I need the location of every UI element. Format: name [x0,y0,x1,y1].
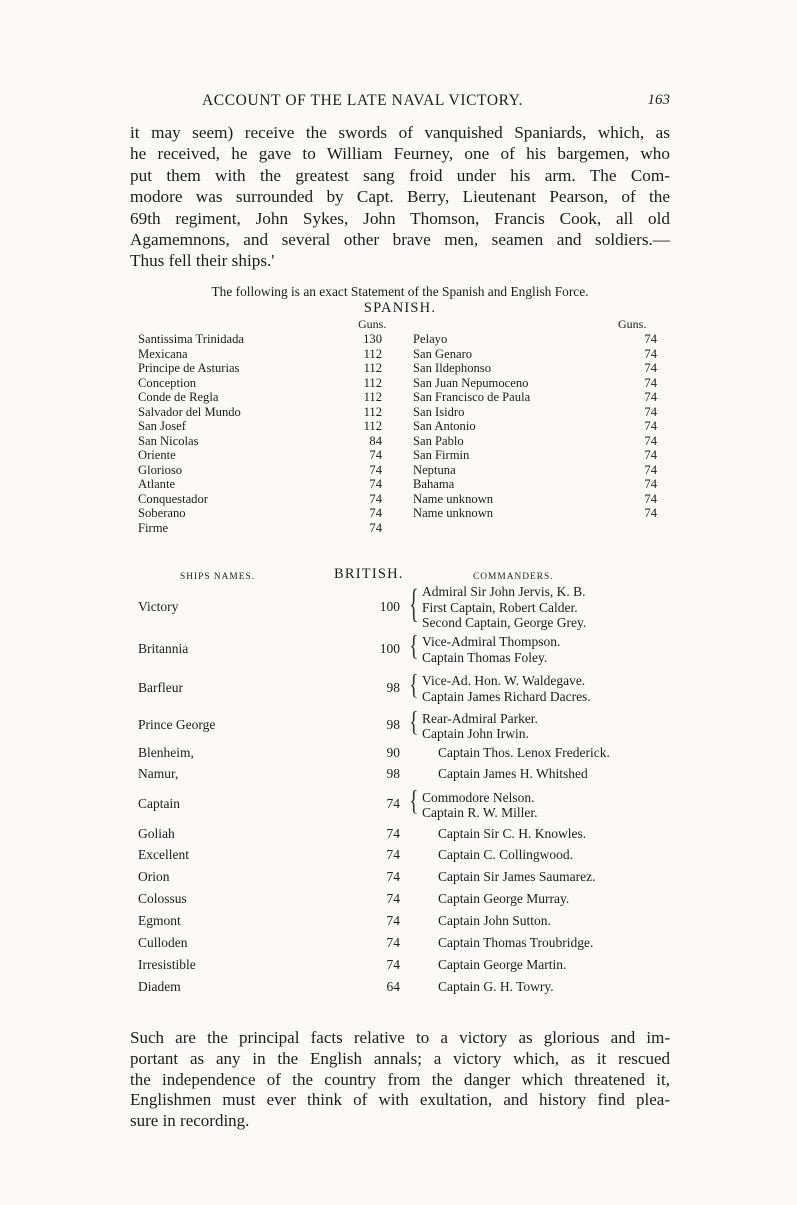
closing-line: Englishmen must ever think of with exultation, and history find plea- [130,1090,670,1110]
ship-name: Name unknown [413,506,494,520]
spanish-ship-row [138,492,382,507]
british-ship-row [138,582,678,631]
ship-guns: 98 [386,679,400,695]
spanish-ship-row [413,492,657,507]
intro-line: it may seem) receive the swords of vanquished Spaniards, which, as [130,123,670,142]
commander-name: Captain Thomas Foley. [422,649,548,665]
ship-name: Conde de Regla [138,390,219,404]
ship-name: Excellent [138,847,189,862]
spanish-ship-row [413,448,657,463]
ship-name: Prince George [138,717,216,732]
ship-guns: 74 [644,491,657,506]
commander-name: Vice-Admiral Thompson. [422,634,561,649]
ship-guns: 74 [644,404,657,419]
spanish-ship-row [138,376,382,391]
commander-name: Captain John Sutton. [438,913,551,928]
british-ship-row [138,955,678,977]
british-ship-row [138,845,678,867]
spanish-ship-row [138,332,382,347]
intro-line: Thus fell their ships.' [130,251,275,271]
spanish-ship-row [413,332,657,347]
ship-name: Firme [138,520,169,535]
ship-guns: 74 [644,477,657,491]
ship-guns: 74 [386,825,400,841]
ship-name: San Genaro [413,346,473,361]
ship-name: Santissima Trinidada [138,332,245,346]
intro-line: he received, he gave to William Feurney, one of his bargemen, who [130,144,670,164]
spanish-ship-row [138,448,382,463]
british-ship-row [138,708,678,744]
ship-name: Barfleur [138,679,183,695]
ship-guns: 74 [369,491,382,506]
ship-guns: 84 [369,433,382,448]
ship-guns: 74 [644,375,657,390]
ship-name: Pelayo [413,332,448,346]
ship-guns: 74 [644,448,657,462]
commander-name: Admiral Sir John Jervis, K. B. [422,584,586,600]
intro-line: 69th regiment, John Sykes, John Thomson, Francis Cook, all old [130,208,670,228]
brace-mark: { [409,582,419,626]
ship-name: Neptuna [413,462,456,477]
commander-name: Vice-Ad. Hon. W. Waldegave. [422,673,586,688]
spanish-ship-row [413,477,657,492]
ship-name: Conception [138,375,197,390]
spanish-ship-row [138,506,382,521]
closing-line: the independence of the country from the danger which threatened it, [130,1069,670,1089]
ship-name: Name unknown [413,491,494,506]
spanish-list-right [413,332,657,521]
ship-guns: 74 [644,419,657,433]
ship-name: Salvador del Mundo [138,404,241,419]
commander-name: Captain R. W. Miller. [422,805,538,820]
spanish-ship-row [413,463,657,478]
ship-guns: 74 [644,346,657,361]
ship-name: San Firmin [413,448,470,462]
commanders-group [422,790,538,821]
ship-name: San Isidro [413,404,465,419]
ship-guns: 64 [386,979,400,994]
ship-guns: 112 [363,361,382,375]
commander-name: Captain James Richard Dacres. [422,688,591,704]
spanish-ship-row [138,405,382,420]
commander-name: Captain George Martin. [438,957,567,972]
ship-guns: 112 [363,419,382,433]
spanish-ship-row [138,477,382,492]
ship-name: Orion [138,869,170,884]
ship-guns: 98 [386,717,400,732]
ship-guns: 130 [363,332,382,346]
ship-guns: 74 [386,796,400,811]
spanish-ship-row [413,419,657,434]
ship-name: San Josef [138,419,186,433]
commanders-label: COMMANDERS. [473,572,554,582]
commander-name: Commodore Nelson. [422,789,535,805]
intro-line: Agamemnons, and several other brave men, seamen and soldiers.— [130,230,670,250]
ship-name: Bahama [413,477,455,491]
spanish-ship-row [138,521,382,536]
ship-name: Soberano [138,506,186,520]
spanish-ship-row [138,347,382,362]
ship-name: Diadem [138,979,181,994]
ship-guns: 74 [369,477,382,491]
ship-guns: 74 [644,390,657,404]
british-ship-row [138,630,678,669]
ship-guns: 74 [386,913,400,928]
ship-name: Victory [138,598,179,614]
closing-line: Such are the principal facts relative to a victory as glorious and im- [130,1028,670,1047]
british-ship-row [138,824,678,845]
commanders-group [422,673,591,704]
ship-guns: 112 [363,404,382,419]
ship-name: San Nicolas [138,433,199,448]
commanders-group [422,584,586,631]
ship-guns: 74 [386,957,400,972]
british-ship-row [138,867,678,889]
british-ship-row [138,786,678,824]
page-number: 163 [647,92,670,108]
ship-guns: 74 [386,869,400,884]
ship-guns: 74 [369,520,382,535]
page-header [130,92,670,116]
intro-paragraph [130,122,670,272]
ship-guns: 74 [644,506,657,520]
ship-guns: 74 [369,448,382,462]
ship-name: Egmont [138,913,181,928]
ship-guns: 74 [386,847,400,862]
ship-name: San Pablo [413,433,464,448]
spanish-ship-row [138,361,382,376]
ship-guns: 112 [363,375,382,390]
closing-line: portant as any in the English annals; a victory which, as it rescued [130,1048,670,1068]
closing-paragraph [130,1028,670,1132]
spanish-ship-row [413,390,657,405]
ship-name: San Ildephonso [413,361,492,375]
ship-name: San Antonio [413,419,476,433]
ship-guns: 74 [644,433,657,448]
closing-line: sure in recording. [130,1111,250,1131]
ship-name: Colossus [138,891,187,906]
british-ship-row [138,911,678,933]
spanish-ship-row [413,361,657,376]
spanish-ship-row [413,347,657,362]
commander-name: Captain Sir C. H. Knowles. [438,825,587,841]
commander-name: Captain Thos. Lenox Frederick. [438,745,610,760]
ship-name: Glorioso [138,462,183,477]
spanish-ship-row [138,390,382,405]
ship-guns: 98 [386,766,400,781]
ship-name: San Francisco de Paula [413,390,531,404]
spanish-ship-row [138,419,382,434]
commander-name: Second Captain, George Grey. [422,615,587,631]
british-ship-row [138,977,678,999]
commander-name: Captain G. H. Towry. [438,979,554,994]
ships-names-label: SHIPS NAMES. [180,572,256,582]
statement-caption: The following is an exact Statement of the Spanish and English Force. [211,284,589,299]
ship-guns: 74 [386,935,400,950]
ship-guns: 100 [379,598,400,614]
british-ship-row [138,889,678,911]
british-ship-row [138,933,678,955]
spanish-ship-row [413,434,657,449]
ship-guns: 74 [644,332,657,346]
brace-mark: { [409,707,419,739]
ship-name: Captain [138,796,180,811]
ship-name: Irresistible [138,957,196,972]
brace-mark: { [409,630,419,662]
spanish-heading: SPANISH. [363,300,437,316]
ship-guns: 74 [369,462,382,477]
ship-name: Principe de Asturias [138,361,240,375]
ship-guns: 74 [369,506,382,520]
ship-name: Atlante [138,477,176,491]
intro-line: put them with the greatest sang froid under his arm. The Com- [130,165,670,185]
ship-name: Culloden [138,935,188,950]
ship-guns: 74 [644,462,657,477]
ship-guns: 74 [386,891,400,906]
ship-name: San Juan Nepumoceno [413,375,529,390]
british-ship-row [138,669,678,708]
ship-guns: 74 [644,361,657,375]
commander-name: Captain George Murray. [438,891,570,906]
ship-guns: 112 [363,346,382,361]
ship-guns: 90 [386,745,400,760]
commanders-group [422,634,560,665]
spanish-ship-row [138,434,382,449]
guns-label-right: Guns. [618,317,647,331]
running-title: ACCOUNT OF THE LATE NAVAL VICTORY. [202,92,523,109]
spanish-ship-row [413,405,657,420]
ship-guns: 100 [379,640,400,656]
ship-name: Goliah [138,825,175,841]
commander-name: Captain Sir James Saumarez. [438,869,596,884]
ship-guns: 112 [363,390,382,404]
ship-name: Mexicana [138,346,188,361]
commander-name: Rear-Admiral Parker. [422,710,538,726]
spanish-list-left [138,332,382,535]
commander-name: Captain C. Collingwood. [438,847,573,862]
british-heading: BRITISH. [334,566,404,582]
commander-name: First Captain, Robert Calder. [422,599,578,615]
ship-name: Blenheim, [138,745,194,760]
spanish-ship-row [413,376,657,391]
ship-name: Britannia [138,640,189,656]
commander-name: Captain Thomas Troubridge. [438,935,594,950]
guns-label-left: Guns. [358,317,387,331]
intro-line: modore was surrounded by Capt. Berry, Lieutenant Pearson, of the [130,187,670,207]
ship-name: Namur, [138,766,179,781]
brace-mark: { [409,669,419,701]
ship-name: Conquestador [138,491,208,506]
british-ship-row [138,764,678,786]
brace-mark: { [409,786,419,818]
commander-name: Captain John Irwin. [422,726,529,741]
commander-name: Captain James H. Whitshed [438,766,588,781]
spanish-ship-row [138,463,382,478]
commanders-group [422,711,538,742]
ship-name: Oriente [138,448,176,462]
spanish-ship-row [413,506,657,521]
british-ship-row [138,744,678,764]
